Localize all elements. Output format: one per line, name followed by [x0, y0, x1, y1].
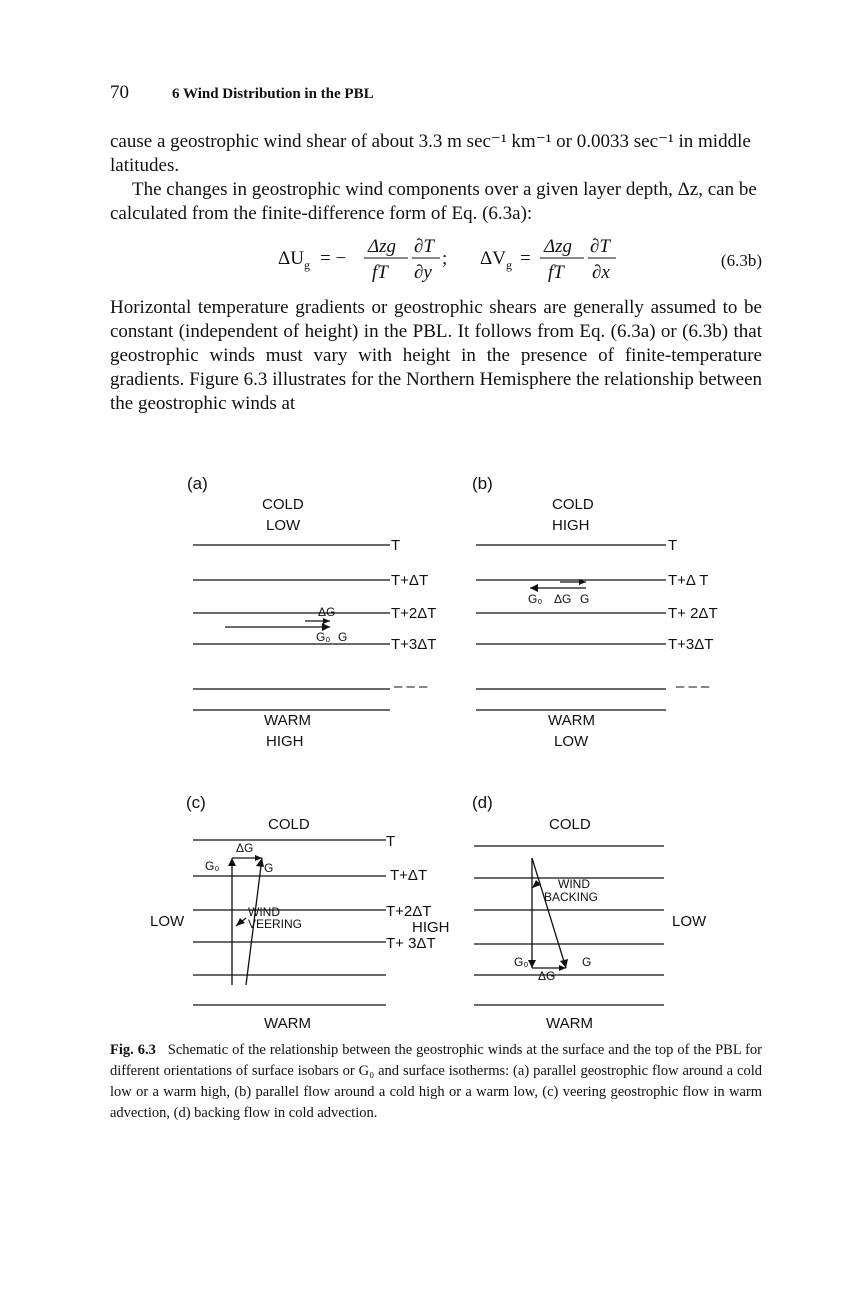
label-c-t3: T+ 3ΔT: [386, 935, 436, 952]
label-d-dg: ΔG: [538, 969, 556, 983]
figure-caption: [110, 1040, 762, 1124]
panel-a-top-2: LOW: [266, 517, 301, 534]
eq-dT-2: ∂T: [590, 236, 610, 257]
label-b-dg: ΔG: [554, 592, 572, 606]
panel-c-side: LOW: [150, 913, 185, 930]
label-b-g: G: [580, 592, 590, 606]
panel-b-top-1: COLD: [552, 496, 594, 513]
paragraph-1: [110, 130, 762, 226]
label-d-g: G: [582, 955, 592, 969]
eq-dT-1: ∂T: [414, 236, 434, 257]
arrow-b-g0: [530, 584, 538, 592]
label-d-wind: WIND: [558, 877, 590, 891]
vector-d-g: [532, 858, 566, 968]
panel-a-bot-1: WARM: [264, 712, 311, 729]
panel-b-bot-1: WARM: [548, 712, 595, 729]
equation-6-3b: [110, 228, 762, 288]
arrow-d-g0: [528, 960, 536, 968]
label-a-dg: ΔG: [318, 605, 336, 619]
label-c-high: HIGH: [412, 919, 450, 936]
page-number: 70: [110, 82, 129, 103]
eq-equals-minus: = −: [320, 248, 347, 269]
eq-num-1: Δzg: [368, 236, 397, 257]
paragraph-1-line-a: cause a geostrophic wind shear of about 3.3 m sec⁻¹ km⁻¹ or 0.0033 sec⁻¹ in middle latitudes.: [110, 131, 751, 176]
panel-d-side: LOW: [672, 913, 707, 930]
paragraph-1-line-b: The changes in geostrophic wind components over a given layer depth, Δz, can be calculated from the finite-difference form of Eq. (6.3a):: [110, 179, 757, 224]
eq-semicolon: ;: [442, 248, 448, 269]
panel-c: [150, 793, 450, 1032]
running-header: [110, 82, 374, 104]
eq-dy: ∂y: [414, 262, 432, 283]
panel-d-bot: WARM: [546, 1015, 593, 1032]
label-c-dg: ΔG: [236, 841, 254, 855]
equation-svg: [110, 228, 762, 288]
panel-d-top: COLD: [549, 816, 591, 833]
panel-c-label: (c): [186, 793, 206, 812]
label-a-dash: – – –: [394, 678, 428, 695]
label-b-t2: T+ 2ΔT: [668, 605, 718, 622]
label-c-g0: G₀: [205, 859, 220, 873]
label-a-g0: G₀: [316, 630, 331, 644]
label-b-t3: T+3ΔT: [668, 636, 714, 653]
panel-a: [187, 474, 436, 750]
eq-equals: =: [520, 248, 531, 269]
figure-6-3: [0, 460, 864, 1040]
label-c-t0: T: [386, 833, 396, 850]
caption-text: Schematic of the relationship between the geostrophic winds at the surface and the top of the PBL for different orientations of surface isobars or G₀ and surface isotherms: (a) parallel geostrophic flow around a cold low or a warm high, (b) parallel flow around a cold high or a warm low, (c) veering geostrophic flow in warm advection, (d) backing flow in cold advection.: [110, 1042, 763, 1121]
label-c-t2: T+2ΔT: [386, 903, 432, 920]
eq-den-1: fT: [372, 262, 388, 283]
panel-a-label: (a): [187, 474, 208, 493]
panel-a-top-1: COLD: [262, 496, 304, 513]
label-a-t3: T+3ΔT: [391, 636, 437, 653]
caption-label: Fig. 6.3: [110, 1042, 156, 1058]
label-c-veering: VEERING: [248, 917, 303, 931]
label-c-t1: T+ΔT: [390, 867, 428, 884]
label-b-t0: T: [668, 537, 678, 554]
label-b-dash: – – –: [676, 678, 710, 695]
label-d-g0: G₀: [514, 955, 529, 969]
label-b-g0: G₀: [528, 592, 543, 606]
equation-number: (6.3b): [720, 251, 762, 270]
panel-c-top: COLD: [268, 816, 310, 833]
panel-c-bot: WARM: [264, 1015, 311, 1032]
panel-d: [472, 793, 707, 1032]
label-c-g: G: [264, 861, 274, 875]
panel-a-bot-2: HIGH: [266, 733, 304, 750]
panel-b-label: (b): [472, 474, 493, 493]
label-a-t0: T: [391, 537, 401, 554]
label-a-t1: T+ΔT: [391, 572, 429, 589]
panel-b-bot-2: LOW: [554, 733, 589, 750]
label-d-backing: BACKING: [544, 890, 599, 904]
paragraph-2: Horizontal temperature gradients or geostrophic shears are generally assumed to be constant (independent of height) in the PBL. It follows from Eq. (6.3a) or (6.3b) that geostrophic winds must vary with height in the presence of finite-temperature gradients. Figure 6.3 illustrates for the Northern Hemisphere the relationship between the geostrophic winds at: [110, 297, 762, 414]
label-a-t2: T+2ΔT: [391, 605, 437, 622]
panel-b: [472, 474, 718, 750]
label-b-t1: T+Δ T: [668, 572, 709, 589]
eq-num-2: Δzg: [544, 236, 573, 257]
eq-sub-g-1: g: [304, 258, 310, 272]
eq-lhs-du: ΔU: [278, 248, 304, 269]
arrow-c-g0: [228, 858, 236, 866]
eq-sub-g-2: g: [506, 258, 512, 272]
eq-lhs-dv: ΔV: [480, 248, 506, 269]
eq-den-2: fT: [548, 262, 564, 283]
eq-dx: ∂x: [592, 262, 610, 283]
panel-d-label: (d): [472, 793, 493, 812]
panel-b-top-2: HIGH: [552, 517, 590, 534]
running-title: 6 Wind Distribution in the PBL: [172, 86, 374, 102]
label-c-wind: WIND: [248, 905, 280, 919]
label-a-g: G: [338, 630, 348, 644]
